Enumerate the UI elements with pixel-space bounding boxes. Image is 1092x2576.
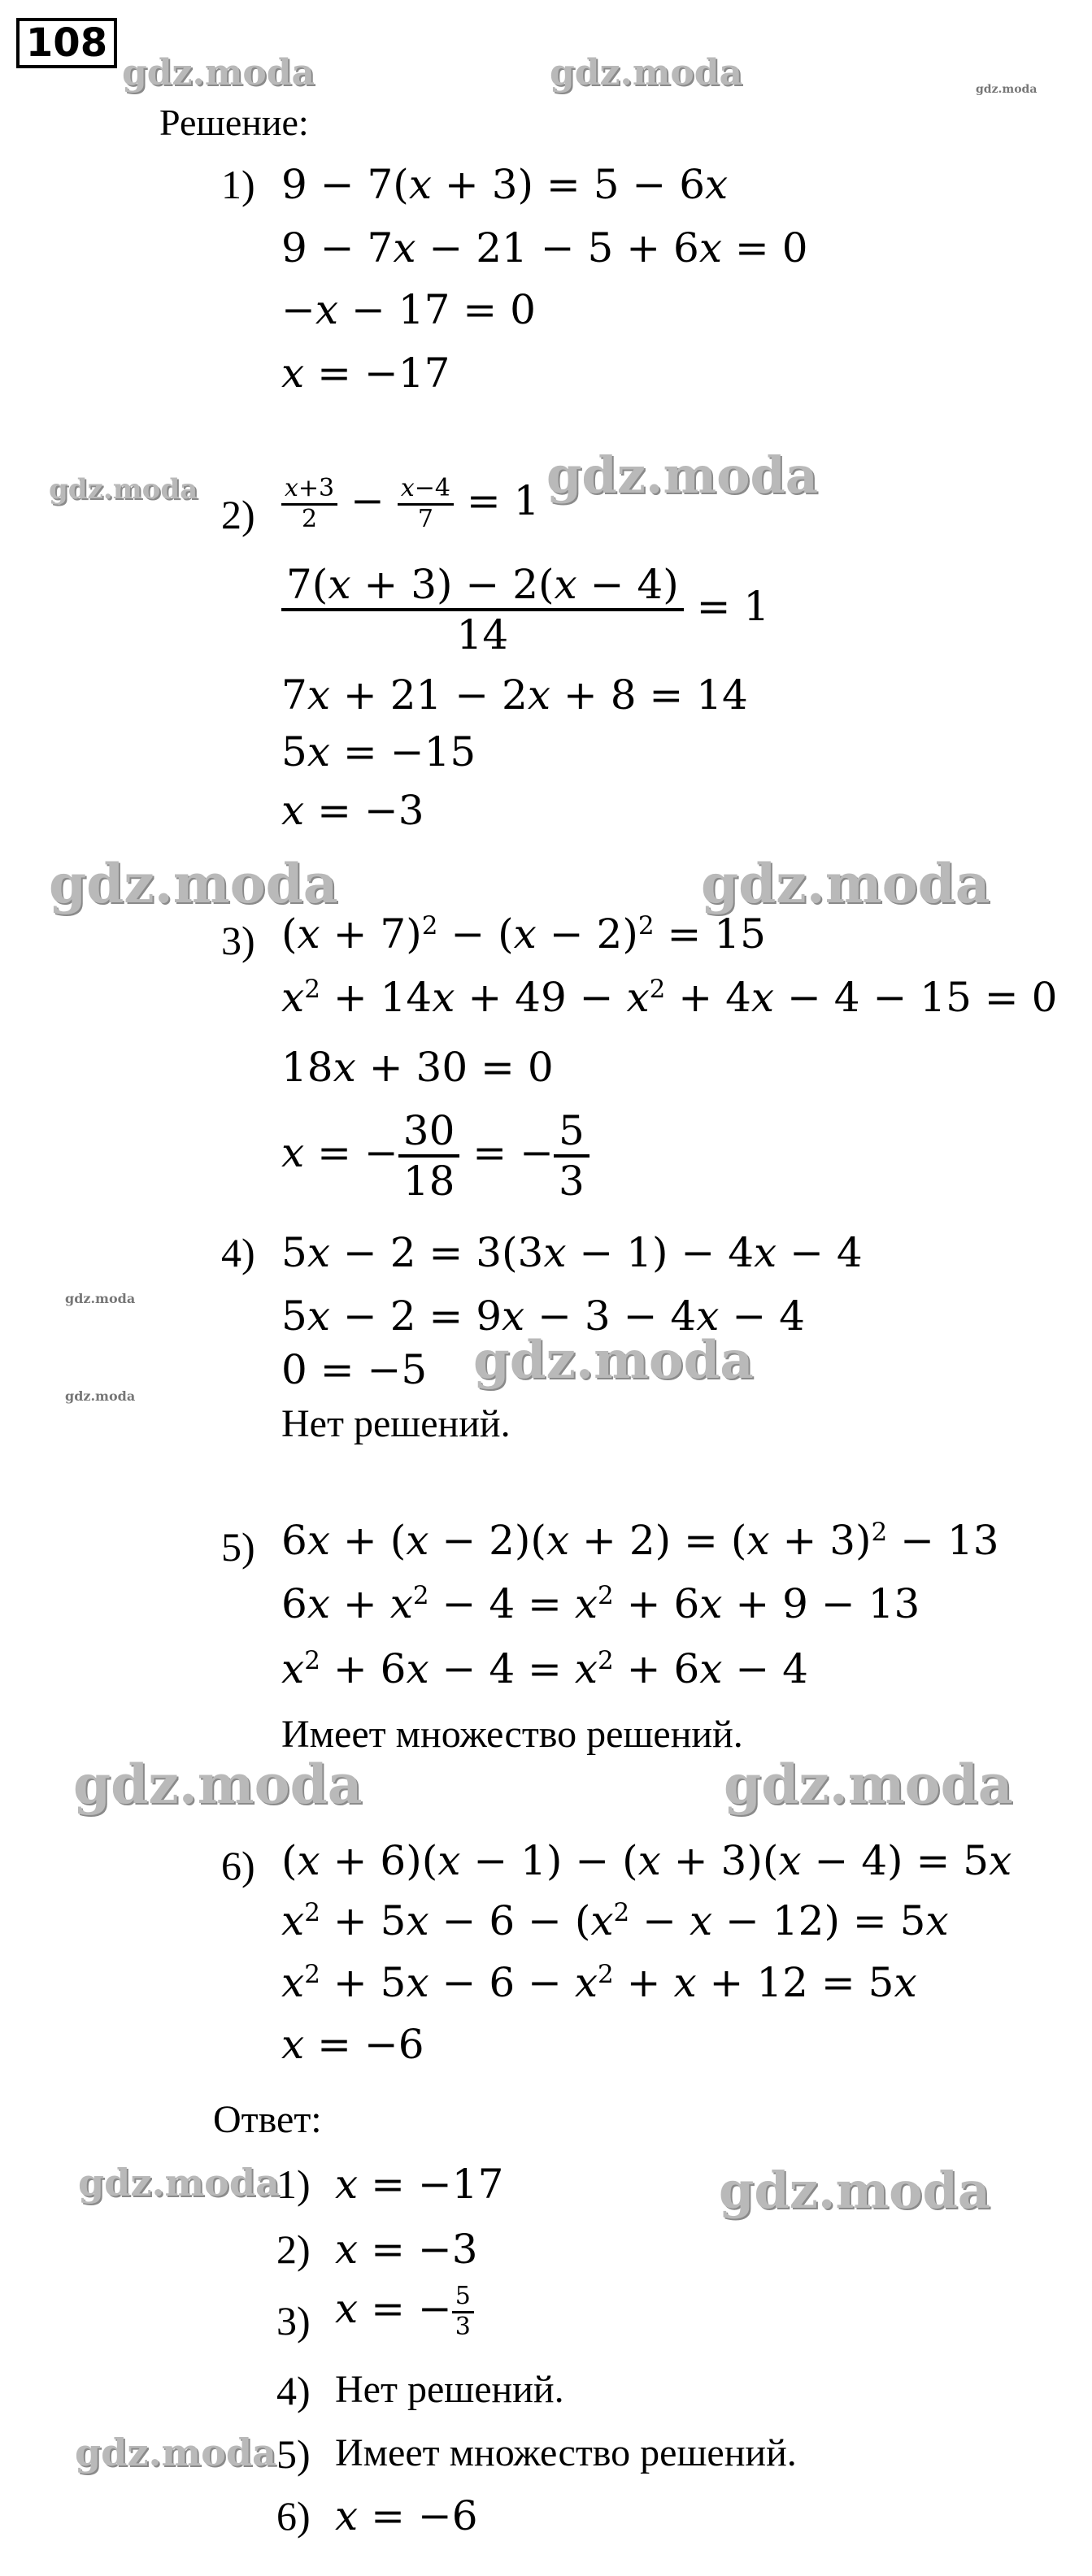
math-line: x = −3 (281, 787, 424, 834)
watermark: gdz.moda (719, 2161, 990, 2220)
solution-heading: Решение: (159, 102, 309, 143)
watermark: gdz.moda (473, 1330, 754, 1391)
math-line: 9 − 7x − 21 − 5 + 6x = 0 (281, 224, 808, 272)
answer-label: 3) (276, 2298, 311, 2344)
math-line: 7x + 21 − 2x + 8 = 14 (281, 671, 748, 719)
math-line: 5x − 2 = 9x − 3 − 4x − 4 (281, 1292, 805, 1340)
watermark: gdz.moda (65, 1388, 136, 1404)
math-line: x = −6 (281, 2021, 424, 2068)
answer-label: 6) (276, 2493, 311, 2539)
math-line: 5x − 2 = 3(3x − 1) − 4x − 4 (281, 1229, 863, 1276)
math-line: 0 = −5 (281, 1346, 428, 1393)
task-conclusion: Нет решений. (281, 1402, 511, 1445)
answer-text: Нет решений. (335, 2368, 564, 2411)
answer-label: 4) (276, 2368, 311, 2413)
math-line: $\frac{x+3}{2}$ − $\frac{x-4}{7}$ = 1 (281, 475, 540, 533)
task-label: 6) (221, 1843, 255, 1888)
math-line: 9 − 7(x + 3) = 5 − 6x (281, 161, 729, 208)
math-line: −x − 17 = 0 (281, 286, 536, 333)
answer-text: Имеет множество решений. (335, 2431, 797, 2474)
math-line: $(x + 7)^2 - (x - 2)^2 = 15$ (281, 910, 766, 958)
math-line: x = − $\frac{30}{18}$ = − $\frac{5}{3}$ (281, 1107, 590, 1205)
math-line: (x + 6)(x − 1) − (x + 3)(x − 4) = 5x (281, 1837, 1012, 1884)
math-line: $x^2 + 5x - 6 - (x^2 - x - 12) = 5x$ (281, 1897, 949, 1944)
answer-label: 2) (276, 2226, 311, 2272)
math-line: 5x = −15 (281, 728, 476, 775)
answer-math: x = − $\frac{5}{3}$ (335, 2283, 474, 2341)
watermark: gdz.moda (550, 52, 743, 93)
task-label: 5) (221, 1524, 255, 1570)
watermark: gdz.moda (49, 473, 198, 506)
math-line: 18x + 30 = 0 (281, 1044, 554, 1091)
task-label: 3) (221, 918, 255, 963)
watermark: gdz.moda (122, 52, 315, 93)
math-line: x = −17 (281, 350, 450, 397)
watermark: gdz.moda (546, 445, 818, 505)
answer-label: 1) (276, 2161, 311, 2207)
task-label: 4) (221, 1230, 255, 1275)
problem-number: 108 (25, 20, 108, 66)
answer-heading: Ответ: (213, 2098, 322, 2141)
task-conclusion: Имеет множество решений. (281, 1713, 743, 1756)
watermark: gdz.moda (976, 83, 1038, 96)
watermark: gdz.moda (49, 852, 338, 915)
task-label: 2) (221, 492, 255, 537)
math-line: $x^2 + 14x + 49 - x^2 + 4x - 4 - 15 = 0$ (281, 974, 1058, 1021)
answer-math: x = −3 (335, 2226, 478, 2273)
watermark: gdz.moda (73, 1753, 363, 1816)
math-line: $6x + (x - 2)(x + 2) = (x + 3)^2 - 13$ (281, 1517, 999, 1564)
watermark: gdz.moda (75, 2430, 276, 2474)
watermark: gdz.moda (701, 852, 990, 915)
task-label: 1) (221, 162, 255, 207)
math-line: $x^2 + 6x - 4 = x^2 + 6x - 4$ (281, 1645, 808, 1692)
problem-number-box (16, 18, 117, 68)
math-line: $x^2 + 5x - 6 - x^2 + x + 12 = 5x$ (281, 1959, 917, 2006)
answer-math: x = −17 (335, 2161, 504, 2208)
watermark: gdz.moda (78, 2161, 280, 2205)
math-line: $6x + x^2 - 4 = x^2 + 6x + 9 - 13$ (281, 1580, 920, 1627)
watermark: gdz.moda (65, 1291, 136, 1306)
math-line: $\frac{7(x + 3) - 2(x - 4)}{14}$ = 1 (281, 561, 769, 658)
watermark: gdz.moda (724, 1753, 1013, 1816)
answer-math: x = −6 (335, 2492, 478, 2539)
answer-label: 5) (276, 2431, 311, 2477)
